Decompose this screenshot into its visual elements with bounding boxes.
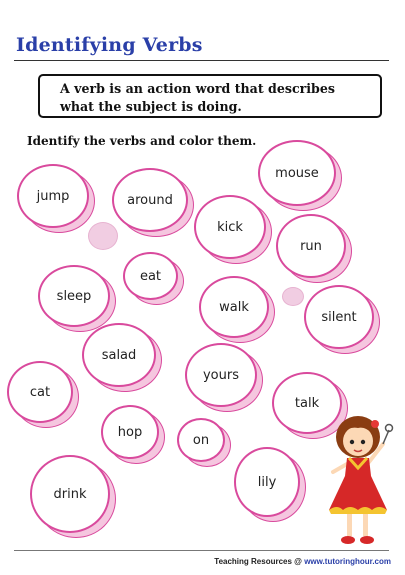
word-bubble-silent[interactable] xyxy=(304,285,374,349)
word-label: cat xyxy=(29,384,51,400)
word-bubble-sleep[interactable] xyxy=(38,265,110,327)
word-bubble-walk[interactable] xyxy=(199,276,269,338)
word-label: on xyxy=(192,432,210,448)
word-label: talk xyxy=(294,395,320,411)
girl-illustration xyxy=(325,410,395,548)
definition-box: A verb is an action word that describes what the subject is doing. xyxy=(38,74,382,118)
word-bubble-salad[interactable] xyxy=(82,323,156,387)
word-bubble-around[interactable] xyxy=(112,168,188,232)
word-bubble-cat[interactable] xyxy=(7,361,73,423)
word-bubble-run[interactable] xyxy=(276,214,346,278)
word-bubble-kick[interactable] xyxy=(194,195,266,259)
footer-divider xyxy=(14,550,389,551)
word-label: jump xyxy=(36,188,70,204)
word-bubble-drink[interactable] xyxy=(30,455,110,533)
footer-site-link[interactable]: www.tutoringhour.com xyxy=(304,557,391,566)
instruction-text: Identify the verbs and color them. xyxy=(27,134,257,148)
word-label: yours xyxy=(202,367,239,383)
word-label: lily xyxy=(257,474,277,490)
word-label: around xyxy=(127,192,173,208)
word-bubble-lily[interactable] xyxy=(234,447,300,517)
word-bubble-hop[interactable] xyxy=(101,405,159,459)
word-bubble-mouse[interactable] xyxy=(258,140,336,206)
word-label: salad xyxy=(101,347,137,363)
word-bubble-jump[interactable] xyxy=(17,164,89,228)
word-label: run xyxy=(300,238,322,254)
word-bubble-eat[interactable] xyxy=(123,252,178,300)
word-label: drink xyxy=(53,486,87,502)
word-label: kick xyxy=(217,219,243,235)
word-label: mouse xyxy=(275,165,319,181)
word-bubble-on[interactable] xyxy=(177,418,225,462)
word-label: sleep xyxy=(56,288,92,304)
word-label: eat xyxy=(139,268,162,284)
decor-dot xyxy=(282,287,304,306)
footer xyxy=(214,557,391,566)
page-title: Identifying Verbs xyxy=(16,34,203,56)
footer-prefix: Teaching Resources @ xyxy=(214,557,305,566)
word-label: walk xyxy=(219,299,249,315)
word-label: hop xyxy=(117,424,143,440)
word-bubble-yours[interactable] xyxy=(185,343,257,407)
word-label: silent xyxy=(321,309,357,325)
